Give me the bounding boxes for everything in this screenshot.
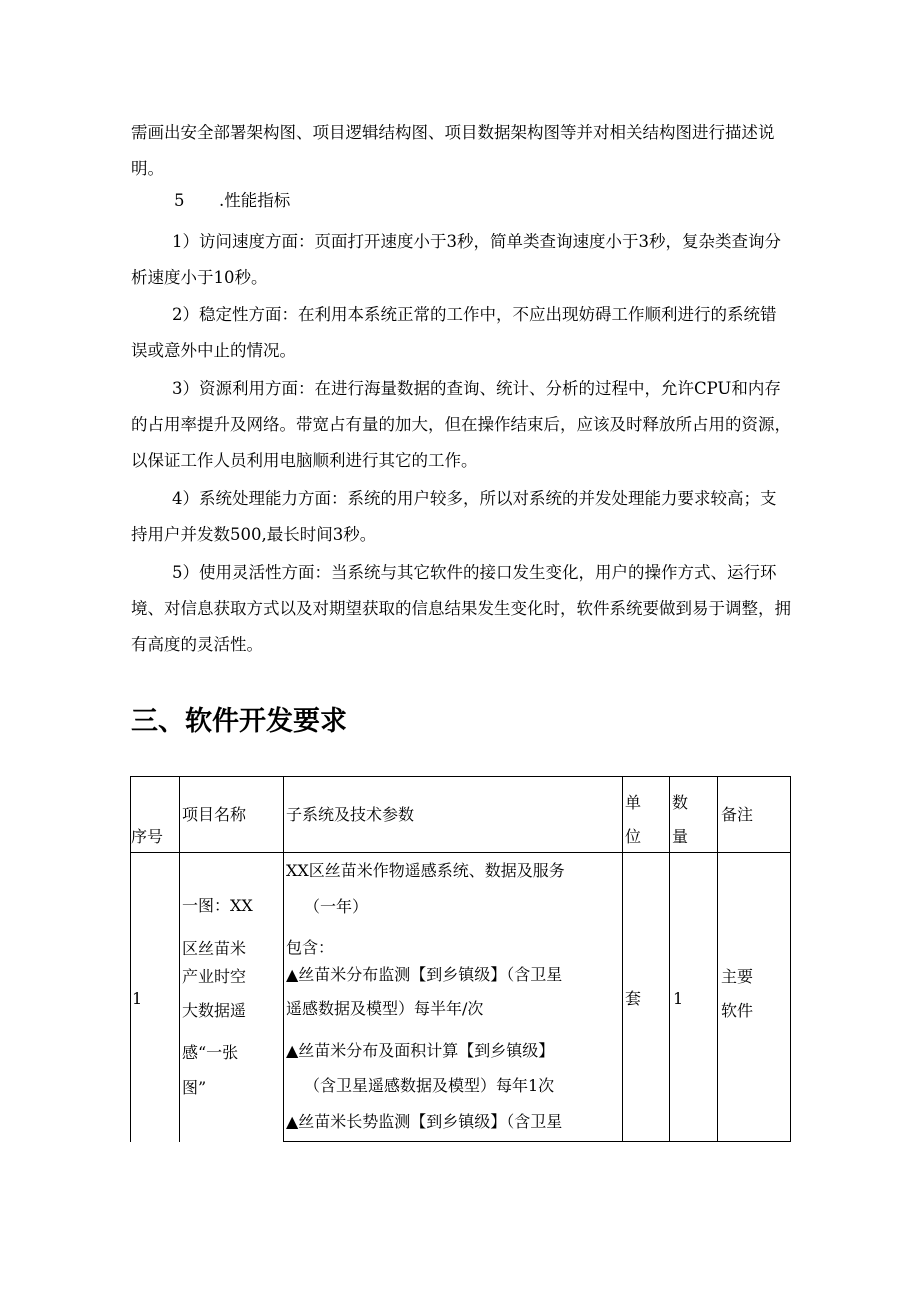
header-note: 备注: [721, 805, 754, 824]
row1-params-line: ▲丝苗米分布监测【到乡镇级】（含卫星: [286, 965, 563, 984]
row1-qty: 1: [673, 989, 684, 1008]
row1-no: 1: [132, 989, 143, 1008]
paragraph-resource-usage: 3）资源利用方面：在进行海量数据的查询、统计、分析的过程中，允许CPU和内存的占用率提升及网络。带宽占有量的加大，但在操作结束后，应该及时释放所占用的资源，以保证工作人员利用电脑顺利进行其它的工作。: [131, 379, 791, 470]
row1-name-line: 图”: [182, 1078, 207, 1097]
header-project-name: 项目名称: [182, 805, 247, 824]
row1-params-line: （含卫星遥感数据及模型）每年1次: [304, 1076, 555, 1095]
paragraph-architecture: 需画出安全部署架构图、项目逻辑结构图、项目数据架构图等并对相关结构图进行描述说明。: [131, 123, 775, 178]
paragraph-flexibility: 5）使用灵活性方面：当系统与其它软件的接口发生变化，用户的操作方式、运行环境、对信息获取方式以及对期望获取的信息结果发生变化时，软件系统要做到易于调整，拥有高度的灵活性。: [131, 563, 791, 654]
row1-params-line: ▲丝苗米长势监测【到乡镇级】（含卫星: [286, 1112, 563, 1131]
row1-name-line: 区丝苗米: [182, 939, 247, 958]
row1-params-line: （一年）: [304, 897, 369, 916]
row1-name-line: 产业时空: [182, 967, 247, 986]
row1-params-line: 遥感数据及模型）每半年/次: [286, 999, 484, 1018]
row1-unit: 套: [625, 989, 642, 1008]
header-unit-line1: 单: [625, 793, 642, 812]
row1-params-line: XX区丝苗米作物遥感系统、数据及服务: [286, 861, 565, 880]
section-number: 5: [174, 191, 185, 210]
header-params: 子系统及技术参数: [286, 805, 415, 824]
row1-name-line: 一图：XX: [182, 896, 253, 915]
header-unit-line2: 位: [625, 827, 642, 846]
section-heading: 三、软件开发要求: [131, 706, 347, 737]
paragraph-stability: 2）稳定性方面：在利用本系统正常的工作中，不应出现妨碍工作顺利进行的系统错误或意外中止的情况。: [131, 305, 777, 360]
row1-note-line2: 软件: [721, 1001, 754, 1020]
paragraph-access-speed: 1）访问速度方面：页面打开速度小于3秒，简单类查询速度小于3秒，复杂类查询分析速度小于10秒。: [131, 232, 781, 287]
section-title-performance: .性能指标: [219, 191, 291, 210]
row1-name-line: 感“一张: [182, 1043, 239, 1062]
row1-params-line: ▲丝苗米分布及面积计算【到乡镇级】: [286, 1041, 555, 1060]
row1-params-line: 包含：: [286, 938, 335, 957]
row1-name-line: 大数据遥: [182, 1001, 247, 1020]
header-qty-line2: 量: [672, 827, 689, 846]
header-no: 序号: [131, 827, 164, 846]
row1-note-line1: 主要: [721, 967, 754, 986]
paragraph-processing-capacity: 4）系统处理能力方面：系统的用户较多，所以对系统的并发处理能力要求较高；支持用户并发数500,最长时间3秒。: [131, 489, 777, 544]
header-qty-line1: 数: [672, 793, 689, 812]
